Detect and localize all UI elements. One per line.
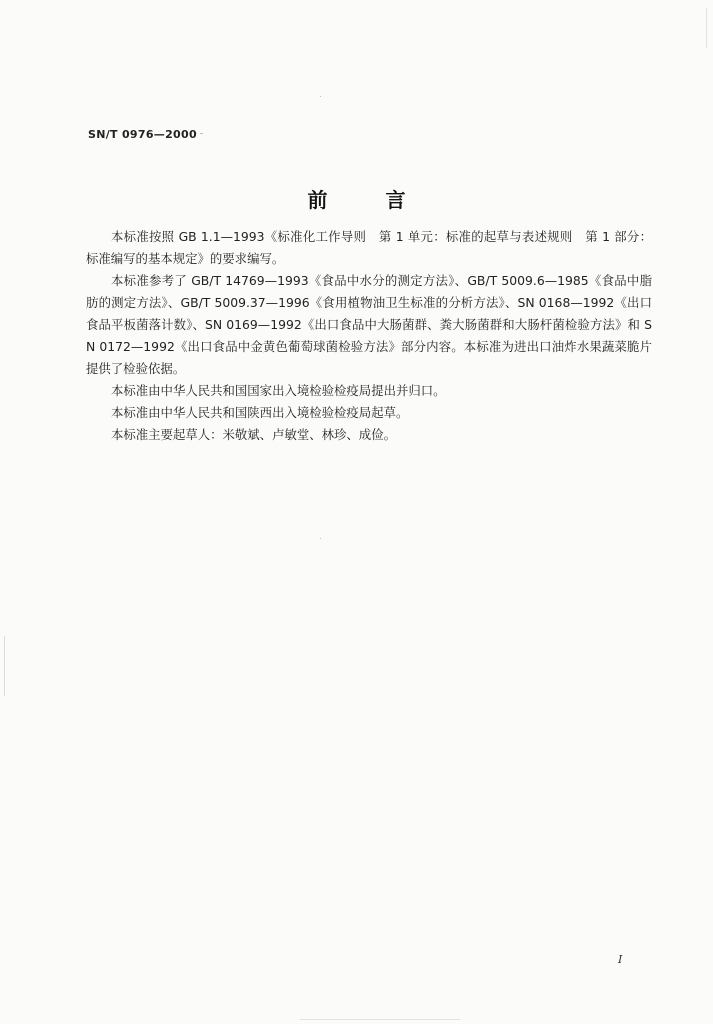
page-title: 前言 bbox=[307, 188, 464, 212]
page-number: I bbox=[618, 953, 623, 966]
paragraph-drafter: 本标准由中华人民共和国陕西出入境检验检疫局起草。 bbox=[111, 405, 409, 420]
paragraph-references: 本标准参考了 GB/T 14769—1993《食品中水分的测定方法》、GB/T 5009.6—1985《食品中脂肪的测定方法》、GB/T 5009.37—1996《食用植物油卫生标准的分析方法》、SN 0168—1992《出口食品平板菌落计数》、SN 0169—1992《出口食品中大肠菌群、粪大肠菌群和大肠杆菌检验方法》和 SN 0172—1992《出口食品中金黄色葡萄球菌检验方法》部分内容。本标准为进出口油炸水果蔬菜脆片提供了检验依据。 bbox=[86, 273, 652, 376]
scan-speck bbox=[320, 96, 321, 97]
scan-bottom-marks bbox=[300, 1019, 460, 1020]
paragraph-authors: 本标准主要起草人：米敬斌、卢敏堂、林珍、成俭。 bbox=[111, 427, 396, 442]
paragraph-proposer: 本标准由中华人民共和国国家出入境检验检疫局提出并归口。 bbox=[111, 383, 446, 398]
standard-number: SN/T 0976—2000 bbox=[88, 128, 197, 141]
scan-speck bbox=[200, 133, 203, 134]
foreword-body bbox=[86, 226, 652, 446]
scan-edge-mark bbox=[706, 8, 707, 48]
scan-edge-mark bbox=[4, 636, 5, 696]
scan-speck bbox=[320, 538, 321, 539]
paragraph-drafting-rules: 本标准按照 GB 1.1—1993《标准化工作导则 第 1 单元：标准的起草与表述规则 第 1 部分：标准编写的基本规定》的要求编写。 bbox=[86, 229, 652, 266]
